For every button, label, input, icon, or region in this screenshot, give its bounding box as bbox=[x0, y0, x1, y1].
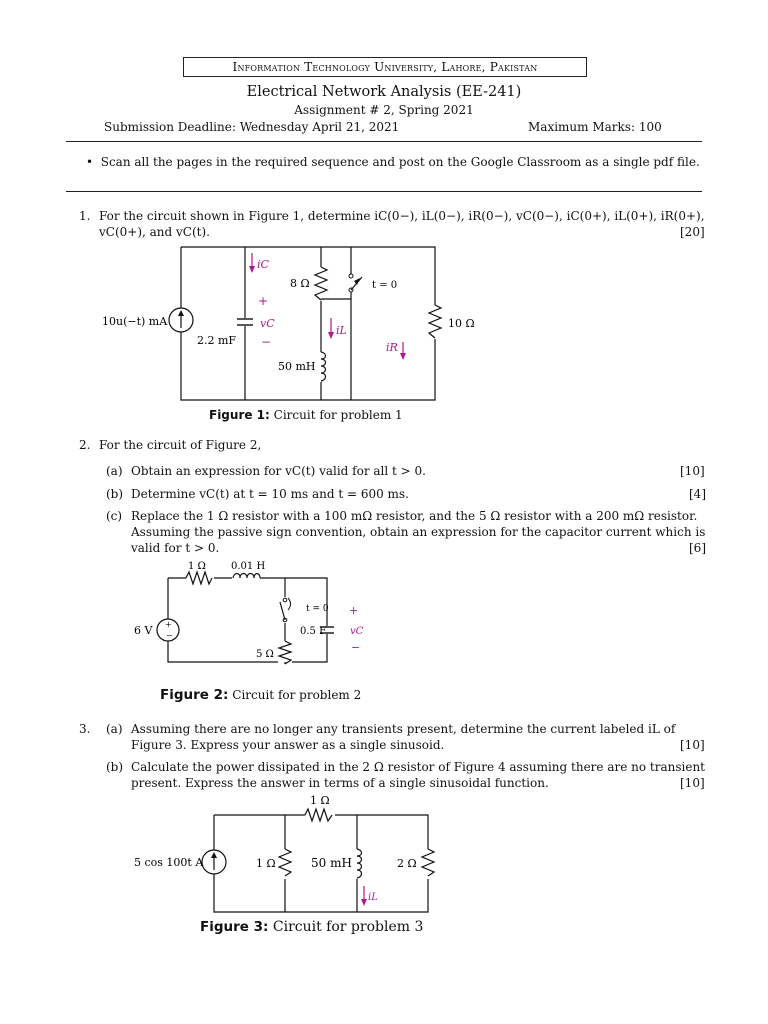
fig2-ind-label: 0.01 H bbox=[231, 561, 266, 572]
assignment-number: Assignment # 2, Spring 2021 bbox=[294, 103, 474, 117]
q3a-marks: [10] bbox=[680, 738, 705, 752]
maximum-marks: Maximum Marks: 100 bbox=[528, 120, 662, 134]
q1-number: 1. bbox=[79, 209, 91, 223]
fig2-src-label: 6 V bbox=[134, 624, 153, 637]
resistor-icon bbox=[421, 849, 435, 879]
fig1-ind-label: 50 mH bbox=[278, 360, 316, 373]
q3-number: 3. bbox=[79, 722, 91, 736]
figure-3-text: Circuit for problem 3 bbox=[272, 919, 424, 935]
fig1-il: iL bbox=[336, 324, 347, 337]
fig1-switch-label: t = 0 bbox=[372, 280, 398, 291]
course-title: Electrical Network Analysis (EE-241) bbox=[246, 84, 522, 100]
figure-3-caption bbox=[200, 919, 423, 935]
university-banner: Information Technology University, Lahore, Pakistan bbox=[183, 57, 587, 77]
q2a-marks: [10] bbox=[680, 464, 705, 478]
figure-2-label: Figure 2: bbox=[160, 687, 229, 703]
q2c-line3: valid for t > 0. bbox=[131, 541, 220, 555]
figure-2-text: Circuit for problem 2 bbox=[232, 688, 362, 702]
svg-text:−: − bbox=[166, 631, 173, 640]
instruction-text: Scan all the pages in the required sequence and post on the Google Classroom as a single pdf file. bbox=[100, 155, 700, 169]
q3b-label: (b) bbox=[106, 760, 124, 774]
q2c-line2: Assuming the passive sign convention, obtain an expression for the capacitor current which is bbox=[131, 525, 706, 539]
inductor-icon bbox=[350, 849, 364, 879]
fig1-vc: vC bbox=[260, 317, 275, 330]
q2b-text: Determine vC(t) at t = 10 ms and t = 600 ms. bbox=[131, 487, 409, 501]
fig3-ind-label: 50 mH bbox=[311, 856, 352, 870]
svg-text:+: + bbox=[165, 620, 172, 629]
fig1-ir: iR bbox=[386, 341, 398, 354]
fig3-r1-top-label: 1 Ω bbox=[310, 794, 330, 807]
q2b-marks: [4] bbox=[689, 487, 706, 501]
fig2-plus: + bbox=[349, 604, 359, 617]
q2c-marks: [6] bbox=[689, 541, 706, 555]
q2-intro: For the circuit of Figure 2, bbox=[99, 438, 262, 452]
submission-deadline: Submission Deadline: Wednesday April 21, 2021 bbox=[104, 120, 400, 134]
fig3-r2-label: 2 Ω bbox=[397, 857, 417, 870]
fig2-switch-label: t = 0 bbox=[306, 604, 329, 614]
figure-1-label: Figure 1: bbox=[209, 408, 270, 422]
fig1-ic: iC bbox=[257, 258, 269, 271]
resistor-icon bbox=[305, 808, 335, 822]
current-source-icon bbox=[202, 850, 226, 874]
q2c-label: (c) bbox=[106, 509, 123, 523]
q3a-line1: Assuming there are no longer any transients present, determine the current labeled iL of bbox=[131, 722, 676, 736]
fig2-cap-label: 0.5 F bbox=[300, 626, 327, 637]
q3b-line2: present. Express the answer in terms of a single sinusoidal function. bbox=[131, 776, 549, 790]
q1-text-line2: vC(0+), and vC(t). bbox=[99, 225, 210, 239]
figure-3-label: Figure 3: bbox=[200, 919, 269, 935]
fig2-minus: − bbox=[351, 641, 361, 654]
fig1-plus: + bbox=[258, 294, 269, 308]
fig1-r10-label: 10 Ω bbox=[448, 317, 475, 330]
q3a-line2: Figure 3. Express your answer as a single sinusoid. bbox=[131, 738, 445, 752]
resistor-icon bbox=[278, 849, 292, 879]
fig3-il: iL bbox=[368, 892, 378, 903]
q1-text-line1: For the circuit shown in Figure 1, determine iC(0−), iL(0−), iR(0−), vC(0−), iC(0+), iL(0+), iR(0+), bbox=[99, 209, 705, 223]
fig2-vc: vC bbox=[350, 626, 364, 637]
q1-marks: [20] bbox=[680, 225, 705, 239]
q2a-label: (a) bbox=[106, 464, 123, 478]
q2c-line1: Replace the 1 Ω resistor with a 100 mΩ resistor, and the 5 Ω resistor with a 200 mΩ resistor. bbox=[131, 509, 698, 523]
current-arrow-icon bbox=[361, 886, 367, 906]
q2a-text: Obtain an expression for vC(t) valid for all t > 0. bbox=[131, 464, 426, 478]
figure-1-text: Circuit for problem 1 bbox=[273, 408, 403, 422]
fig1-minus: − bbox=[261, 335, 272, 349]
fig2-r5-label: 5 Ω bbox=[256, 649, 274, 660]
instruction-item: • Scan all the pages in the required sequence and post on the Google Classroom as a single pdf file. bbox=[86, 155, 700, 169]
fig1-cap-label: 2.2 mF bbox=[197, 334, 237, 347]
q3b-marks: [10] bbox=[680, 776, 705, 790]
q3b-line1: Calculate the power dissipated in the 2 Ω resistor of Figure 4 assuming there are no transient bbox=[131, 760, 705, 774]
fig3-src-label: 5 cos 100t A bbox=[134, 856, 204, 869]
fig3-r1-left-label: 1 Ω bbox=[256, 857, 276, 870]
fig1-source-label: 10u(−t) mA bbox=[102, 315, 168, 328]
fig2-r1-label: 1 Ω bbox=[188, 561, 206, 572]
q2-number: 2. bbox=[79, 438, 91, 452]
q3a-label: (a) bbox=[106, 722, 123, 736]
q2b-label: (b) bbox=[106, 487, 124, 501]
fig1-r8-label: 8 Ω bbox=[290, 277, 310, 290]
